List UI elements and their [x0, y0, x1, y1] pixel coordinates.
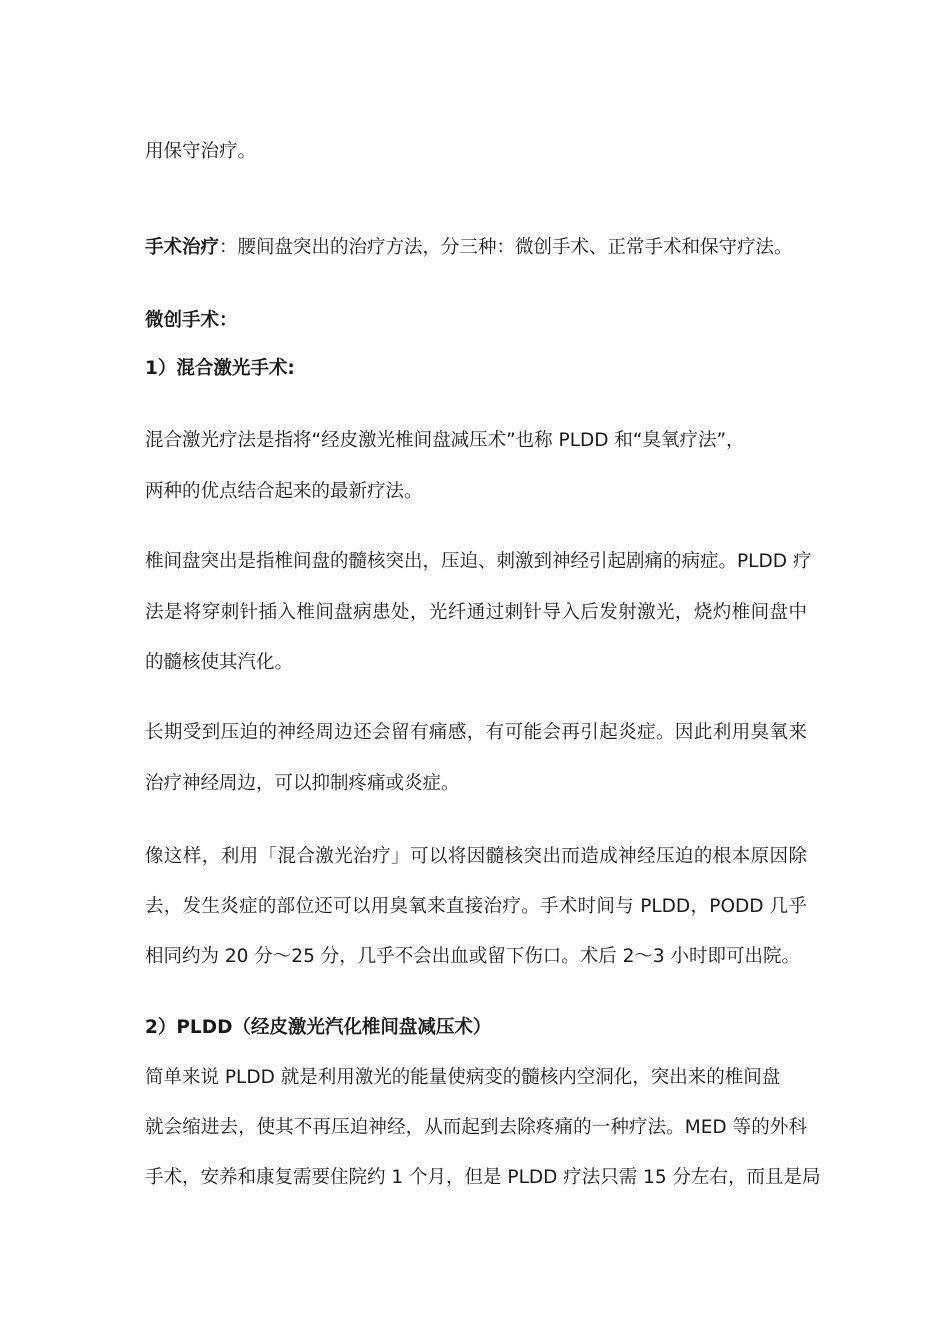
- subheading-pldd: 2）PLDD（经皮激光汽化椎间盘减压术）: [145, 1017, 492, 1038]
- surgery-treatment-heading: 手术治疗: [145, 237, 220, 258]
- paragraph-line: 简单来说 PLDD 就是利用激光的能量使病变的髓核内空洞化，突出来的椎间盘: [145, 1067, 781, 1088]
- paragraph-line: 法是将穿刺针插入椎间盘病患处，光纤通过刺针导入后发射激光，烧灼椎间盘中: [145, 602, 807, 623]
- paragraph-line: 的髓核使其汽化。: [145, 652, 294, 673]
- paragraph-line: 相同约为 20 分～25 分，几乎不会出血或留下伤口。术后 2～3 小时即可出院。: [145, 946, 801, 967]
- surgery-treatment-paragraph: [145, 236, 793, 260]
- paragraph-line: ：腰间盘突出的治疗方法，分三种：微创手术、正常手术和保守疗法。: [219, 237, 793, 258]
- paragraph-line: 去，发生炎症的部位还可以用臭氧来直接治疗。手术时间与 PLDD，PODD 几乎: [145, 896, 807, 917]
- subheading-hybrid-laser: 1）混合激光手术:: [145, 358, 295, 379]
- paragraph-line: 用保守治疗。: [145, 141, 257, 162]
- paragraph-line: 两种的优点结合起来的最新疗法。: [145, 481, 423, 502]
- paragraph-line: 治疗神经周边，可以抑制疼痛或炎症。: [145, 773, 460, 794]
- paragraph-line: 像这样，利用「混合激光治疗」可以将因髓核突出而造成神经压迫的根本原因除: [145, 846, 807, 867]
- paragraph-line: 椎间盘突出是指椎间盘的髓核突出，压迫、刺激到神经引起剧痛的病症。PLDD 疗: [145, 551, 812, 572]
- section-heading-minimally-invasive: 微创手术：: [145, 310, 238, 331]
- paragraph-line: 混合激光疗法是指将“经皮激光椎间盘减压术”也称 PLDD 和“臭氧疗法”，: [145, 430, 745, 451]
- paragraph-line: 手术，安养和康复需要住院约 1 个月，但是 PLDD 疗法只需 15 分左右，而且是局: [145, 1167, 821, 1188]
- paragraph-line: 长期受到压迫的神经周边还会留有痛感，有可能会再引起炎症。因此利用臭氧来: [145, 722, 807, 743]
- paragraph-line: 就会缩进去，使其不再压迫神经，从而起到去除疼痛的一种疗法。MED 等的外科: [145, 1117, 807, 1138]
